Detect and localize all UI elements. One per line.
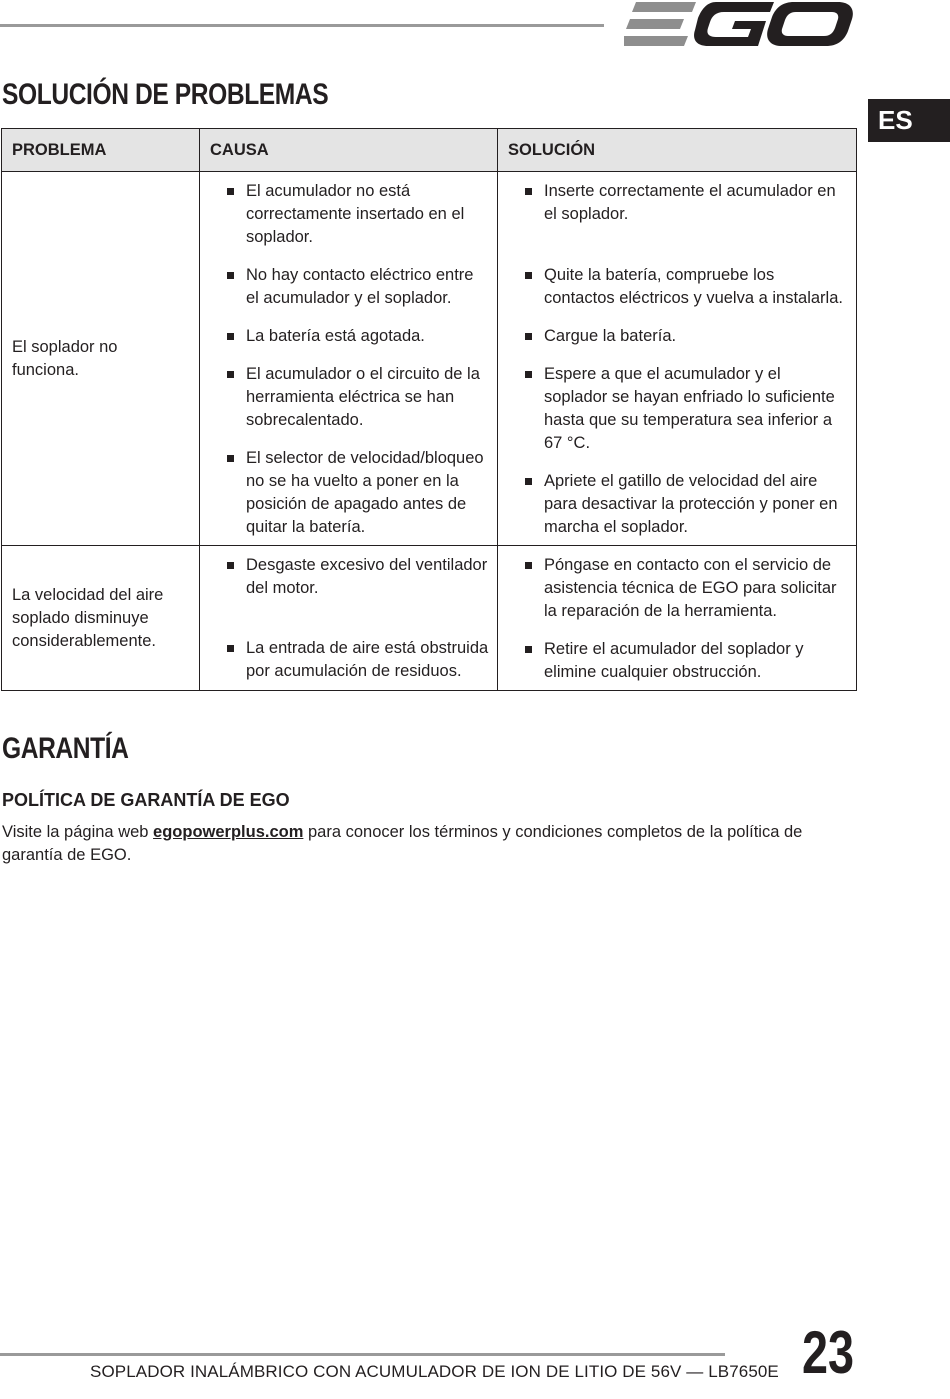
solution-cell [498,546,857,691]
solution-cell [498,172,857,546]
footer-product-title: SOPLADOR INALÁMBRICO CON ACUMULADOR DE ION DE LITIO DE 56V — LB7650E [90,1362,779,1381]
bullet-square-icon [227,333,234,340]
troubleshooting-table [1,128,857,691]
cause-item: El selector de velocidad/bloqueo no se ha vuelto a poner en la posición de apagado antes de quitar la batería. [208,447,489,539]
footer-rule [0,1353,725,1356]
solution-item: Apriete el gatillo de velocidad del aire para desactivar la protección y poner en marcha el soplador. [506,470,848,539]
bullet-square-icon [227,455,234,462]
language-tab: ES [868,99,950,142]
solution-item: Retire el acumulador del soplador y elimine cualquier obstrucción. [506,638,848,684]
bullet-square-icon [227,188,234,195]
troubleshooting-title: SOLUCIÓN DE PROBLEMAS [2,78,329,111]
cause-item: La entrada de aire está obstruida por acumulación de residuos. [208,637,489,683]
bullet-square-icon [525,371,532,378]
warranty-text-before: Visite la página web [2,823,154,841]
warranty-title: GARANTÍA [2,732,129,765]
bullet-square-icon [227,645,234,652]
bullet-square-icon [525,646,532,653]
solution-item: Quite la batería, compruebe los contactos eléctricos y vuelva a instalarla. [506,264,848,310]
solution-item: Espere a que el acumulador y el soplador se hayan enfriado lo suficiente hasta que su temperatura sea inferior a 67 °C. [506,363,848,455]
column-header-solution: SOLUCIÓN [498,129,857,172]
page-number: 23 [802,1319,855,1386]
bullet-square-icon [525,188,532,195]
bullet-square-icon [525,562,532,569]
warranty-website-link[interactable]: egopowerplus.com [153,823,304,841]
header-rule [0,24,604,27]
cause-item: Desgaste excesivo del ventilador del motor. [208,554,489,600]
problem-cell: El soplador no funciona. [2,172,200,546]
column-header-cause: CAUSA [200,129,498,172]
table-row [2,172,857,546]
solution-item: Póngase en contacto con el servicio de asistencia técnica de EGO para solicitar la reparación de la herramienta. [506,554,848,623]
cause-item: No hay contacto eléctrico entre el acumulador y el soplador. [208,264,489,310]
cause-cell [200,172,498,546]
bullet-square-icon [525,478,532,485]
bullet-square-icon [227,272,234,279]
cause-item: El acumulador o el circuito de la herramienta eléctrica se han sobrecalentado. [208,363,489,432]
table-row [2,546,857,691]
solution-item: Inserte correctamente el acumulador en el soplador. [506,180,848,226]
cause-item: La batería está agotada. [208,325,489,348]
bullet-square-icon [227,562,234,569]
warranty-policy-subtitle: POLÍTICA DE GARANTÍA DE EGO [2,790,290,810]
problem-cell: La velocidad del aire soplado disminuye considerablemente. [2,546,200,691]
cause-cell [200,546,498,691]
column-header-problem: PROBLEMA [2,129,200,172]
bullet-square-icon [525,333,532,340]
table-header-row [2,129,857,172]
cause-item: El acumulador no está correctamente insertado en el soplador. [208,180,489,249]
bullet-square-icon [525,272,532,279]
ego-logo [624,0,854,50]
solution-item: Cargue la batería. [506,325,848,348]
warranty-paragraph [2,821,852,867]
warranty-text-after: para conocer los términos y condiciones completos de la política de garantía de EGO. [2,823,803,864]
bullet-square-icon [227,371,234,378]
